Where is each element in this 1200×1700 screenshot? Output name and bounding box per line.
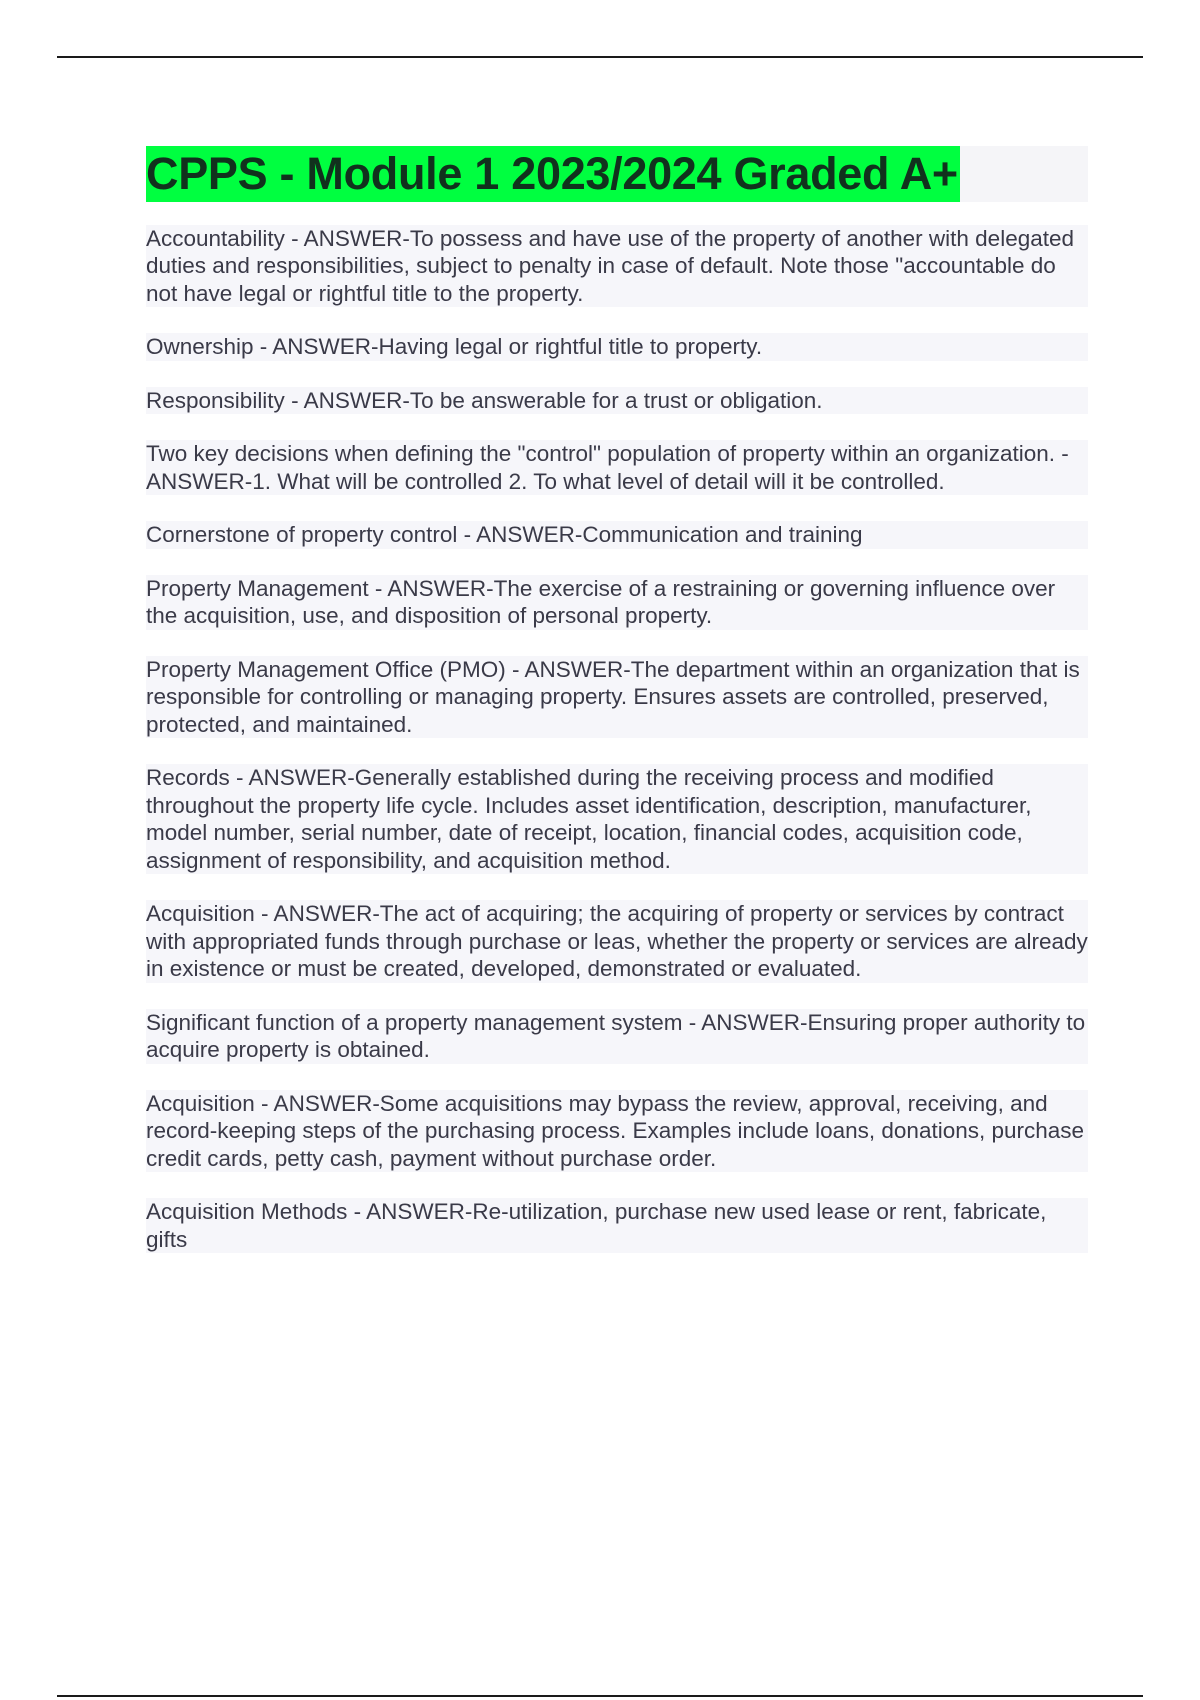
bottom-rule [57,1695,1143,1697]
document-body [146,146,1088,1279]
top-rule [57,56,1143,58]
entry-accountability: Accountability - ANSWER-To possess and have use of the property of another with delegated duties and responsibilities, subject to penalty in case of default. Note those "accountable do not have legal or rightful title to the property. [146,225,1088,308]
entry-responsibility: Responsibility - ANSWER-To be answerable for a trust or obligation. [146,387,1088,415]
entry-control-decisions: Two key decisions when defining the "control" population of property within an organization. - ANSWER-1. What will be controlled 2. To what level of detail will it be controlled. [146,440,1088,495]
entry-cornerstone: Cornerstone of property control - ANSWER-Communication and training [146,521,1088,549]
entry-acquisition: Acquisition - ANSWER-The act of acquiring; the acquiring of property or services by contract with appropriated funds through purchase or leas, whether the property or services are already in existence or must be created, developed, demonstrated or evaluated. [146,901,1088,981]
entry-acquisition-bypass: Acquisition - ANSWER-Some acquisitions may bypass the review, approval, receiving, and record-keeping steps of the purchasing process. Examples include loans, donations, purchase credit cards, petty cash, payment without purchase order. [146,1090,1088,1173]
entry-significant-function: Significant function of a property management system - ANSWER-Ensuring proper authority to acquire property is obtained. [146,1009,1088,1064]
entry-pmo: Property Management Office (PMO) - ANSWER-The department within an organization that is responsible for controlling or managing property. Ensures assets are controlled, preserved, protected, and maintained. [146,656,1088,739]
title-band [146,146,1088,202]
entry-property-management: Property Management - ANSWER-The exercise of a restraining or governing influence over the acquisition, use, and disposition of personal property. [146,575,1088,630]
entry-records: Records - ANSWER-Generally established during the receiving process and modified throughout the property life cycle. Includes asset identification, description, manufacturer, model number, serial number, date of receipt, location, financial codes, acquisition code, assignment of responsibility, and acquisition method. [146,764,1088,874]
entry-acquisition-methods: Acquisition Methods - ANSWER-Re-utilization, purchase new used lease or rent, fabricate, gifts [146,1198,1088,1253]
document-title: CPPS - Module 1 2023/2024 Graded A+ [146,146,960,202]
entry-ownership: Ownership - ANSWER-Having legal or rightful title to property. [146,333,1088,361]
